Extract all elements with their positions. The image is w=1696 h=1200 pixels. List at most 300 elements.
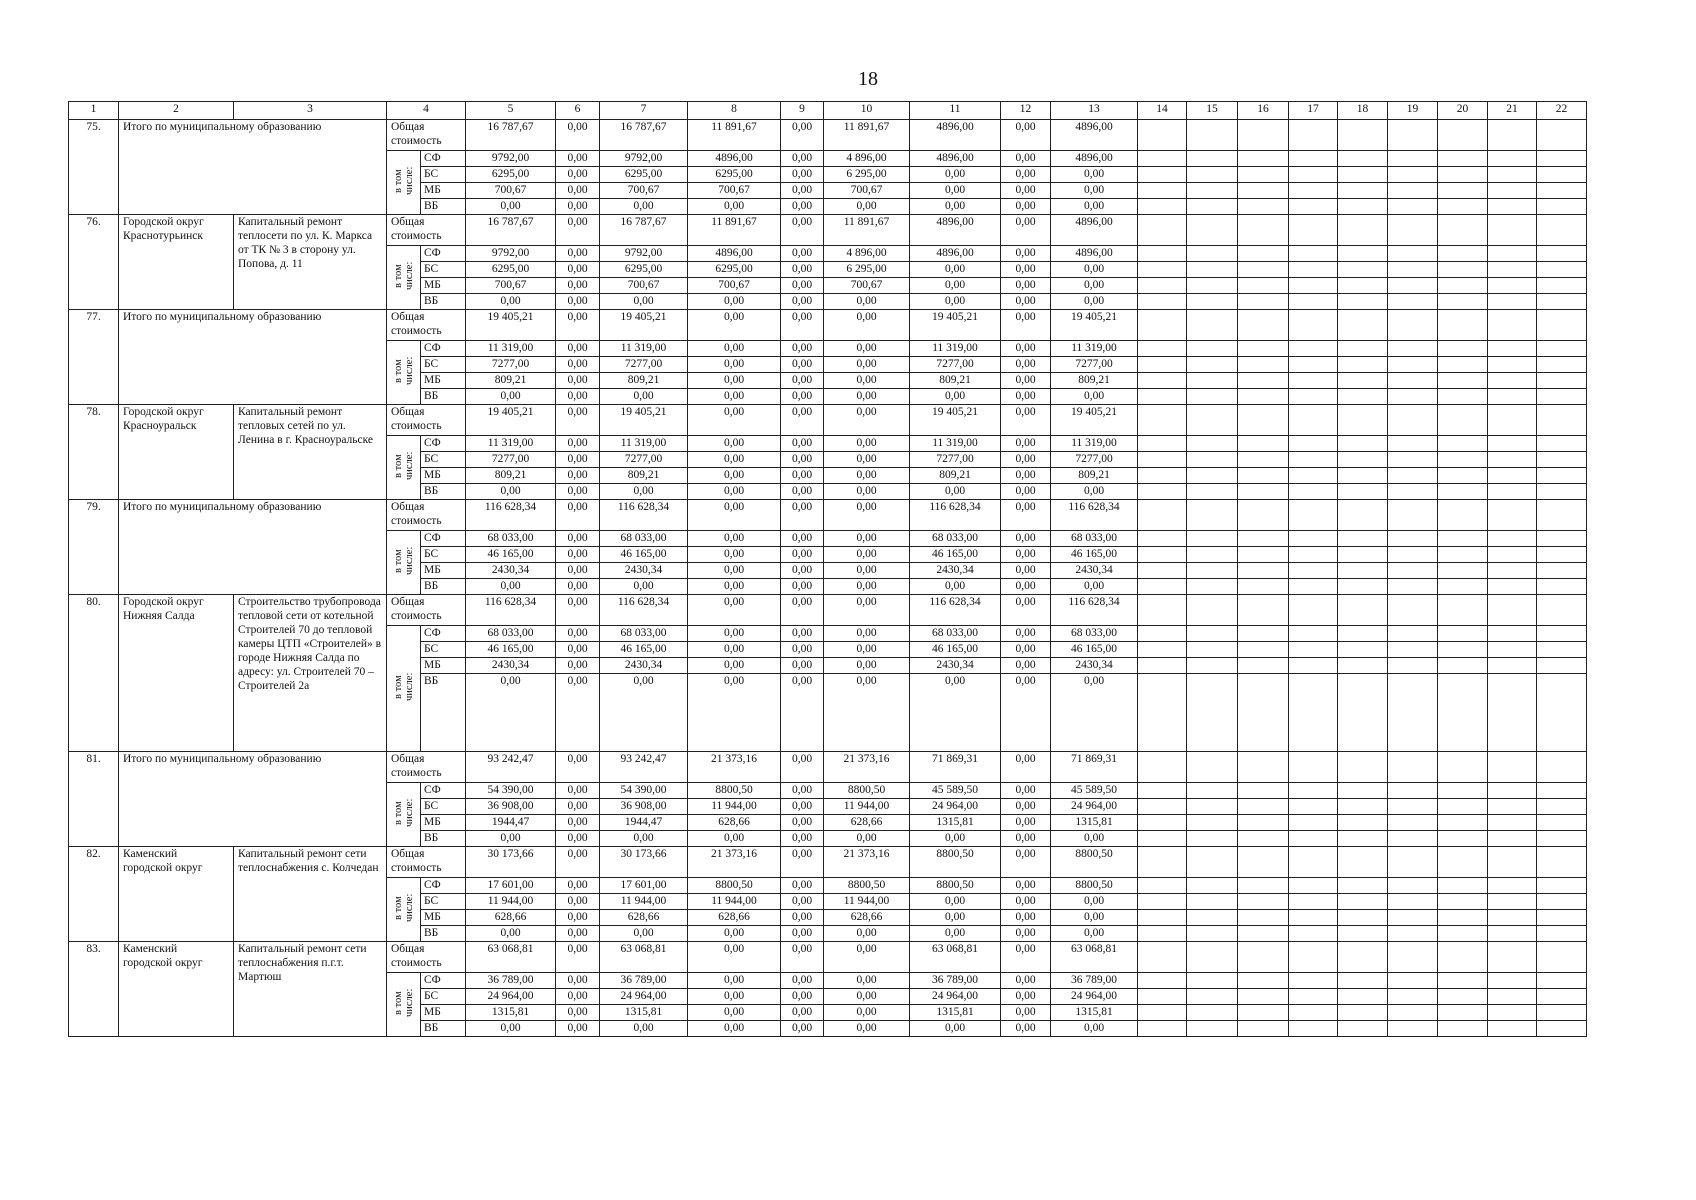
empty-cell <box>1537 847 1587 878</box>
value-cell: 0,00 <box>1001 783 1051 799</box>
empty-cell <box>1438 120 1488 151</box>
empty-cell <box>1488 626 1537 642</box>
value-cell: 628,66 <box>824 815 910 831</box>
value-cell: 21 373,16 <box>688 752 781 783</box>
value-cell: 0,00 <box>556 167 600 183</box>
value-cell: 36 789,00 <box>910 973 1001 989</box>
value-cell: 0,00 <box>556 357 600 373</box>
empty-cell <box>1338 373 1388 389</box>
empty-cell <box>1238 468 1289 484</box>
value-cell: 0,00 <box>1001 1005 1051 1021</box>
value-cell: 68 033,00 <box>466 531 556 547</box>
empty-cell <box>1388 878 1438 894</box>
empty-cell <box>1238 926 1289 942</box>
value-cell: 0,00 <box>781 547 824 563</box>
empty-cell <box>1138 484 1187 500</box>
funding-source: МБ <box>421 278 466 294</box>
value-cell: 0,00 <box>910 262 1001 278</box>
value-cell: 0,00 <box>466 926 556 942</box>
value-cell: 30 173,66 <box>466 847 556 878</box>
value-cell: 0,00 <box>781 831 824 847</box>
funding-source: СФ <box>421 436 466 452</box>
value-cell: 6295,00 <box>466 262 556 278</box>
empty-cell <box>1438 199 1488 215</box>
table-row <box>69 215 1587 246</box>
header-cell: 16 <box>1238 102 1289 120</box>
header-cell: 3 <box>234 102 387 120</box>
value-cell: 63 068,81 <box>600 942 688 973</box>
value-cell: 0,00 <box>1001 815 1051 831</box>
funding-source: МБ <box>421 373 466 389</box>
value-cell: 45 589,50 <box>1051 783 1138 799</box>
value-cell: 16 787,67 <box>466 215 556 246</box>
empty-cell <box>1187 531 1238 547</box>
empty-cell <box>1438 878 1488 894</box>
empty-cell <box>1238 183 1289 199</box>
value-cell: 0,00 <box>1001 894 1051 910</box>
value-cell: 36 789,00 <box>466 973 556 989</box>
empty-cell <box>1388 262 1438 278</box>
value-cell: 0,00 <box>688 547 781 563</box>
object-name: Строительство трубопровода тепловой сети от котельной Строителей 70 до тепловой камеры ЦТП «Строителей» в городе Нижняя Салда по адресу: ул. Строителей 70 – Строителей 2а <box>234 595 387 752</box>
empty-cell <box>1238 246 1289 262</box>
value-cell: 0,00 <box>556 373 600 389</box>
total-cost-label: Общая стоимость <box>387 847 466 878</box>
value-cell: 0,00 <box>556 926 600 942</box>
empty-cell <box>1488 183 1537 199</box>
empty-cell <box>1138 783 1187 799</box>
value-cell: 809,21 <box>466 373 556 389</box>
municipality-total-label: Итого по муниципальному образованию <box>119 752 387 847</box>
table-row <box>69 120 1587 151</box>
value-cell: 45 589,50 <box>910 783 1001 799</box>
empty-cell <box>1238 341 1289 357</box>
empty-cell <box>1238 151 1289 167</box>
value-cell: 0,00 <box>781 531 824 547</box>
empty-cell <box>1338 942 1388 973</box>
value-cell: 700,67 <box>688 183 781 199</box>
empty-cell <box>1537 973 1587 989</box>
value-cell: 0,00 <box>910 199 1001 215</box>
empty-cell <box>1187 1005 1238 1021</box>
value-cell: 0,00 <box>556 484 600 500</box>
value-cell: 0,00 <box>688 199 781 215</box>
value-cell: 0,00 <box>824 310 910 341</box>
value-cell: 2430,34 <box>910 563 1001 579</box>
value-cell: 0,00 <box>556 831 600 847</box>
value-cell: 6295,00 <box>600 167 688 183</box>
value-cell: 7277,00 <box>910 357 1001 373</box>
value-cell: 0,00 <box>688 579 781 595</box>
table-row <box>69 595 1587 626</box>
empty-cell <box>1338 262 1388 278</box>
empty-cell <box>1388 894 1438 910</box>
empty-cell <box>1338 468 1388 484</box>
value-cell: 7277,00 <box>466 452 556 468</box>
empty-cell <box>1187 642 1238 658</box>
empty-cell <box>1289 815 1338 831</box>
value-cell: 68 033,00 <box>910 531 1001 547</box>
value-cell: 0,00 <box>466 484 556 500</box>
empty-cell <box>1238 120 1289 151</box>
value-cell: 2430,34 <box>600 658 688 674</box>
value-cell: 700,67 <box>824 278 910 294</box>
value-cell: 71 869,31 <box>910 752 1001 783</box>
empty-cell <box>1238 294 1289 310</box>
value-cell: 6295,00 <box>466 167 556 183</box>
value-cell: 0,00 <box>910 167 1001 183</box>
value-cell: 0,00 <box>781 262 824 278</box>
empty-cell <box>1138 831 1187 847</box>
value-cell: 809,21 <box>600 468 688 484</box>
value-cell: 4896,00 <box>910 246 1001 262</box>
value-cell: 0,00 <box>1001 215 1051 246</box>
value-cell: 9792,00 <box>600 151 688 167</box>
value-cell: 0,00 <box>688 674 781 752</box>
value-cell: 116 628,34 <box>466 595 556 626</box>
empty-cell <box>1138 294 1187 310</box>
value-cell: 0,00 <box>1001 373 1051 389</box>
funding-source: МБ <box>421 468 466 484</box>
empty-cell <box>1187 894 1238 910</box>
value-cell: 7277,00 <box>466 357 556 373</box>
empty-cell <box>1187 1021 1238 1037</box>
header-cell: 18 <box>1338 102 1388 120</box>
value-cell: 0,00 <box>781 642 824 658</box>
empty-cell <box>1488 815 1537 831</box>
empty-cell <box>1438 405 1488 436</box>
empty-cell <box>1388 373 1438 389</box>
empty-cell <box>1187 563 1238 579</box>
empty-cell <box>1438 910 1488 926</box>
value-cell: 0,00 <box>600 1021 688 1037</box>
including-label-cell <box>387 783 421 847</box>
empty-cell <box>1289 910 1338 926</box>
value-cell: 0,00 <box>556 815 600 831</box>
empty-cell <box>1488 847 1537 878</box>
municipality-name: Каменский городской округ <box>119 942 234 1037</box>
value-cell: 0,00 <box>1001 658 1051 674</box>
value-cell: 68 033,00 <box>910 626 1001 642</box>
funding-source: СФ <box>421 246 466 262</box>
empty-cell <box>1388 120 1438 151</box>
value-cell: 1315,81 <box>910 1005 1001 1021</box>
empty-cell <box>1537 658 1587 674</box>
funding-source: БС <box>421 547 466 563</box>
value-cell: 0,00 <box>1001 626 1051 642</box>
value-cell: 0,00 <box>556 199 600 215</box>
empty-cell <box>1537 262 1587 278</box>
empty-cell <box>1388 595 1438 626</box>
empty-cell <box>1537 595 1587 626</box>
empty-cell <box>1138 674 1187 752</box>
value-cell: 0,00 <box>781 151 824 167</box>
value-cell: 628,66 <box>824 910 910 926</box>
empty-cell <box>1138 389 1187 405</box>
value-cell: 0,00 <box>910 278 1001 294</box>
value-cell: 0,00 <box>910 894 1001 910</box>
funding-source: ВБ <box>421 831 466 847</box>
empty-cell <box>1238 215 1289 246</box>
value-cell: 0,00 <box>824 405 910 436</box>
value-cell: 0,00 <box>688 531 781 547</box>
header-cell: 20 <box>1438 102 1488 120</box>
value-cell: 0,00 <box>824 973 910 989</box>
empty-cell <box>1438 341 1488 357</box>
value-cell: 17 601,00 <box>600 878 688 894</box>
empty-cell <box>1138 847 1187 878</box>
value-cell: 0,00 <box>556 1021 600 1037</box>
empty-cell <box>1488 658 1537 674</box>
empty-cell <box>1187 278 1238 294</box>
including-label-cell <box>387 626 421 752</box>
empty-cell <box>1388 942 1438 973</box>
empty-cell <box>1488 405 1537 436</box>
empty-cell <box>1438 468 1488 484</box>
empty-cell <box>1338 973 1388 989</box>
value-cell: 0,00 <box>824 547 910 563</box>
value-cell: 21 373,16 <box>688 847 781 878</box>
value-cell: 4 896,00 <box>824 246 910 262</box>
including-label: в том числе: <box>392 261 415 290</box>
value-cell: 809,21 <box>910 373 1001 389</box>
empty-cell <box>1388 642 1438 658</box>
value-cell: 0,00 <box>1051 484 1138 500</box>
empty-cell <box>1187 389 1238 405</box>
value-cell: 0,00 <box>688 989 781 1005</box>
empty-cell <box>1438 1021 1488 1037</box>
empty-cell <box>1438 547 1488 563</box>
value-cell: 0,00 <box>1001 752 1051 783</box>
value-cell: 0,00 <box>556 658 600 674</box>
empty-cell <box>1238 373 1289 389</box>
value-cell: 36 789,00 <box>600 973 688 989</box>
empty-cell <box>1138 310 1187 341</box>
value-cell: 6295,00 <box>600 262 688 278</box>
empty-cell <box>1187 831 1238 847</box>
including-label-cell <box>387 341 421 405</box>
funding-source: СФ <box>421 783 466 799</box>
empty-cell <box>1438 752 1488 783</box>
empty-cell <box>1488 500 1537 531</box>
empty-cell <box>1537 799 1587 815</box>
empty-cell <box>1289 752 1338 783</box>
value-cell: 0,00 <box>824 642 910 658</box>
empty-cell <box>1338 626 1388 642</box>
value-cell: 0,00 <box>824 500 910 531</box>
empty-cell <box>1238 815 1289 831</box>
empty-cell <box>1138 910 1187 926</box>
empty-cell <box>1388 484 1438 500</box>
empty-cell <box>1289 357 1338 373</box>
value-cell: 0,00 <box>1051 926 1138 942</box>
empty-cell <box>1388 910 1438 926</box>
empty-cell <box>1238 942 1289 973</box>
empty-cell <box>1238 1005 1289 1021</box>
empty-cell <box>1138 626 1187 642</box>
row-number: 80. <box>69 595 119 752</box>
empty-cell <box>1289 167 1338 183</box>
value-cell: 2430,34 <box>600 563 688 579</box>
empty-cell <box>1138 151 1187 167</box>
row-number: 82. <box>69 847 119 942</box>
value-cell: 0,00 <box>781 167 824 183</box>
empty-cell <box>1187 579 1238 595</box>
empty-cell <box>1488 783 1537 799</box>
empty-cell <box>1238 910 1289 926</box>
value-cell: 0,00 <box>556 752 600 783</box>
empty-cell <box>1388 531 1438 547</box>
value-cell: 0,00 <box>688 563 781 579</box>
empty-cell <box>1289 120 1338 151</box>
empty-cell <box>1488 484 1537 500</box>
empty-cell <box>1338 183 1388 199</box>
empty-cell <box>1488 389 1537 405</box>
value-cell: 0,00 <box>556 563 600 579</box>
empty-cell <box>1238 674 1289 752</box>
empty-cell <box>1238 894 1289 910</box>
value-cell: 68 033,00 <box>1051 626 1138 642</box>
header-cell: 13 <box>1051 102 1138 120</box>
value-cell: 116 628,34 <box>600 500 688 531</box>
header-cell: 19 <box>1388 102 1438 120</box>
header-cell: 8 <box>688 102 781 120</box>
value-cell: 93 242,47 <box>466 752 556 783</box>
municipality-name: Городской округ Краснотурьинск <box>119 215 234 310</box>
empty-cell <box>1187 262 1238 278</box>
empty-cell <box>1238 484 1289 500</box>
empty-cell <box>1138 942 1187 973</box>
value-cell: 24 964,00 <box>466 989 556 1005</box>
empty-cell <box>1289 278 1338 294</box>
value-cell: 0,00 <box>688 484 781 500</box>
value-cell: 8800,50 <box>1051 878 1138 894</box>
value-cell: 0,00 <box>1001 120 1051 151</box>
value-cell: 0,00 <box>1001 278 1051 294</box>
value-cell: 30 173,66 <box>600 847 688 878</box>
value-cell: 0,00 <box>556 579 600 595</box>
value-cell: 0,00 <box>781 799 824 815</box>
total-cost-label: Общая стоимость <box>387 500 466 531</box>
empty-cell <box>1187 783 1238 799</box>
value-cell: 700,67 <box>600 183 688 199</box>
total-cost-label: Общая стоимость <box>387 215 466 246</box>
empty-cell <box>1438 484 1488 500</box>
value-cell: 0,00 <box>600 294 688 310</box>
value-cell: 54 390,00 <box>466 783 556 799</box>
empty-cell <box>1488 926 1537 942</box>
value-cell: 2430,34 <box>1051 563 1138 579</box>
header-cell: 1 <box>69 102 119 120</box>
empty-cell <box>1537 452 1587 468</box>
empty-cell <box>1187 310 1238 341</box>
empty-cell <box>1488 579 1537 595</box>
empty-cell <box>1537 120 1587 151</box>
value-cell: 0,00 <box>1001 436 1051 452</box>
empty-cell <box>1537 405 1587 436</box>
empty-cell <box>1388 926 1438 942</box>
empty-cell <box>1338 847 1388 878</box>
empty-cell <box>1187 500 1238 531</box>
empty-cell <box>1488 563 1537 579</box>
value-cell: 0,00 <box>1001 183 1051 199</box>
empty-cell <box>1537 989 1587 1005</box>
value-cell: 0,00 <box>688 500 781 531</box>
row-number: 75. <box>69 120 119 215</box>
value-cell: 0,00 <box>556 262 600 278</box>
value-cell: 0,00 <box>1001 151 1051 167</box>
empty-cell <box>1438 373 1488 389</box>
empty-cell <box>1537 942 1587 973</box>
value-cell: 0,00 <box>1001 847 1051 878</box>
funding-source: МБ <box>421 815 466 831</box>
empty-cell <box>1338 452 1388 468</box>
empty-cell <box>1488 973 1537 989</box>
empty-cell <box>1187 357 1238 373</box>
including-label: в том числе: <box>392 893 415 922</box>
value-cell: 0,00 <box>1001 595 1051 626</box>
value-cell: 700,67 <box>466 278 556 294</box>
value-cell: 0,00 <box>1001 831 1051 847</box>
empty-cell <box>1488 452 1537 468</box>
value-cell: 46 165,00 <box>466 547 556 563</box>
empty-cell <box>1438 452 1488 468</box>
value-cell: 0,00 <box>556 436 600 452</box>
value-cell: 0,00 <box>781 658 824 674</box>
empty-cell <box>1289 942 1338 973</box>
empty-cell <box>1238 563 1289 579</box>
value-cell: 8800,50 <box>688 878 781 894</box>
empty-cell <box>1289 341 1338 357</box>
empty-cell <box>1138 973 1187 989</box>
empty-cell <box>1238 389 1289 405</box>
empty-cell <box>1388 547 1438 563</box>
empty-cell <box>1138 658 1187 674</box>
value-cell: 0,00 <box>688 310 781 341</box>
empty-cell <box>1438 831 1488 847</box>
funding-source: МБ <box>421 658 466 674</box>
value-cell: 0,00 <box>1001 878 1051 894</box>
empty-cell <box>1537 1021 1587 1037</box>
value-cell: 0,00 <box>600 926 688 942</box>
value-cell: 0,00 <box>556 294 600 310</box>
value-cell: 809,21 <box>1051 373 1138 389</box>
value-cell: 0,00 <box>781 626 824 642</box>
empty-cell <box>1338 815 1388 831</box>
value-cell: 0,00 <box>781 563 824 579</box>
empty-cell <box>1238 452 1289 468</box>
including-label: в том числе: <box>392 451 415 480</box>
empty-cell <box>1537 815 1587 831</box>
empty-cell <box>1438 294 1488 310</box>
value-cell: 4896,00 <box>910 151 1001 167</box>
value-cell: 116 628,34 <box>910 500 1001 531</box>
value-cell: 0,00 <box>688 926 781 942</box>
value-cell: 7277,00 <box>1051 452 1138 468</box>
empty-cell <box>1338 357 1388 373</box>
header-cell: 4 <box>387 102 466 120</box>
empty-cell <box>1488 373 1537 389</box>
empty-cell <box>1438 500 1488 531</box>
total-cost-label: Общая стоимость <box>387 310 466 341</box>
value-cell: 0,00 <box>1001 199 1051 215</box>
value-cell: 2430,34 <box>466 563 556 579</box>
empty-cell <box>1289 1005 1338 1021</box>
empty-cell <box>1438 973 1488 989</box>
value-cell: 0,00 <box>824 294 910 310</box>
empty-cell <box>1187 405 1238 436</box>
value-cell: 0,00 <box>556 1005 600 1021</box>
